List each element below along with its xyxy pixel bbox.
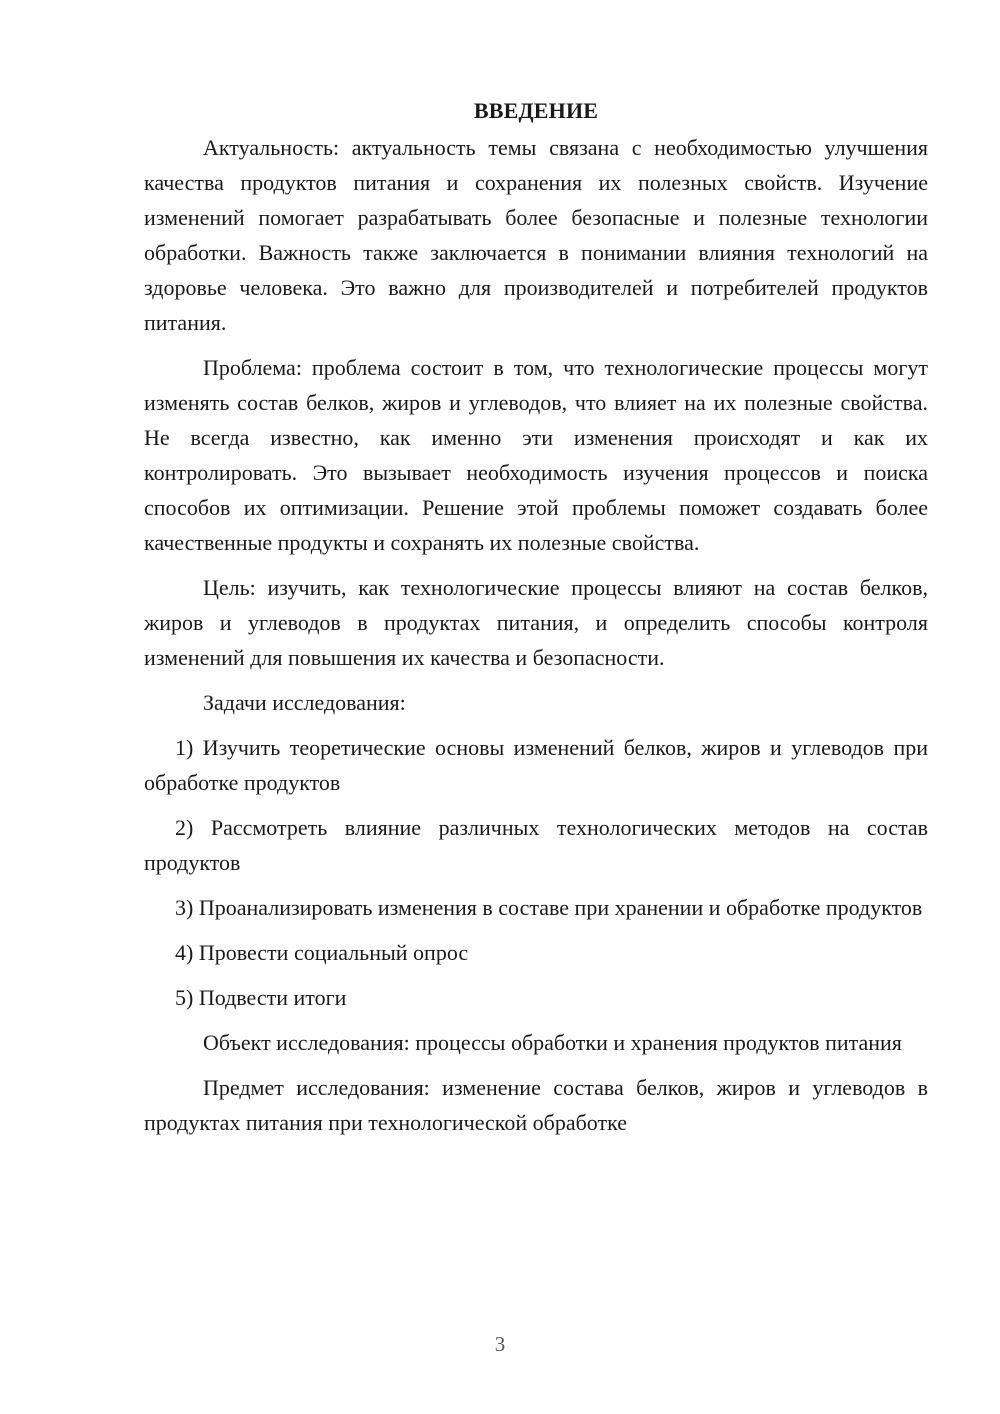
task-item-5: 5) Подвести итоги xyxy=(175,985,347,1010)
paragraph-object: Объект исследования: процессы обработки и хранения продуктов питания xyxy=(203,1030,902,1055)
task-item-2: 2) Рассмотреть влияние различных технологических методов на состав продуктов xyxy=(144,815,928,875)
task-item-4: 4) Провести социальный опрос xyxy=(175,940,469,965)
page-number: 3 xyxy=(494,1332,506,1356)
paragraph-relevance: Актуальность: актуальность темы связана с необходимостью улучшения качества продуктов питания и сохранения их полезных свойств. Изучение изменений помогает разрабатывать более безопасные и полезные технологии обработки. Важность также заключается в понимании влияния технологий на здоровье человека. Это важно для производителей и потребителей продуктов питания. xyxy=(144,135,928,335)
paragraph-goal: Цель: изучить, как технологические процессы влияют на состав белков, жиров и углеводов в продуктах питания, и определить способы контроля изменений для повышения их качества и безопасности. xyxy=(144,575,928,670)
paragraph-subject: Предмет исследования: изменение состава белков, жиров и углеводов в продуктах питания при технологической обработке xyxy=(144,1075,928,1135)
task-item-1: 1) Изучить теоретические основы изменений белков, жиров и углеводов при обработке продуктов xyxy=(144,735,928,795)
paragraph-problem: Проблема: проблема состоит в том, что технологические процессы могут изменять состав белков, жиров и углеводов, что влияет на их полезные свойства. Не всегда известно, как именно эти изменения происходят и как их контролировать. Это вызывает необходимость изучения процессов и поиска способов их оптимизации. Решение этой проблемы поможет создавать более качественные продукты и сохранять их полезные свойства. xyxy=(144,355,928,555)
page-content xyxy=(144,92,928,1150)
section-heading: ВВЕДЕНИЕ xyxy=(473,98,599,123)
tasks-heading: Задачи исследования: xyxy=(203,690,406,715)
task-item-3: 3) Проанализировать изменения в составе при хранении и обработке продуктов xyxy=(175,895,923,920)
